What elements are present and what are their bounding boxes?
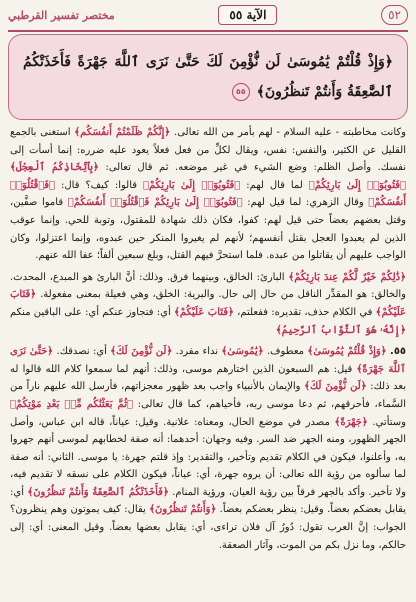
body-text: استغنى بالجمع القليل عن الكثير، والنفس: نفس، ويقال لكلِّ من فعل فعلاً يعود عليه ضرره: إنما أسأت إلى نفسك. وأصل الظلم: وضع الشيء في غير موضعه. ثم قال تعالى:	[10, 127, 407, 174]
quran-quote: ﴿لَن نُّؤْمِنَ لَكَ﴾	[304, 381, 367, 393]
body-text: مصدر في موضع الحال، ومعناه: علانية. وقيل: عياناً، قاله ابن عباس، وأصل الجهر الظهور، ومنه الجهر ضد السر. وفيه وجهان: أحدهما: أنه صفة لخطابهم لموسى أنهم جهروا به، وأعلنوا، فيكون في الكلام تقديم وتأخير، والتقدير: وإذ قلتم جهرة: يا موسى. الثاني: أنه صفة لما سألوه من رؤية الله تعالى: أن يروه جهرة، أي: عياناً، فيكون الكلام على نسقه لا تقديم فيه، ولا تأخير. وأكد بالجهر فرقاً بين رؤية العيان، ورؤية المنام.	[10, 416, 406, 498]
body-text: نداء مفرد.	[175, 346, 219, 358]
quran-quote: ﴿وَإِذْ قُلْتُمْ يَٰمُوسَىٰ﴾	[307, 346, 387, 358]
commentary-body	[10, 124, 406, 596]
quran-quote: ﴿لَن نُّؤْمِنَ لَكَ﴾	[110, 346, 173, 358]
body-text: قيل: هم السبعون الذين اختارهم موسى، وذلك: أنهم لما سمعوا كلام الله قالوا له بعد ذلك:	[10, 363, 406, 393]
body-text: أي: نصدقك.	[56, 346, 107, 358]
verse-box	[8, 34, 408, 120]
quran-quote: ﴿إِنَّهُۥ هُوَ ٱلتَّوَّابُ ٱلرَّحِيمُ﴾	[275, 324, 406, 336]
quran-quote: ﴿ثُمَّ بَعَثْنَٰكُم مِّنۢ بَعْدِ مَوْتِكُمْ﴾	[10, 398, 133, 410]
body-text: والإيمان بالأنبياء واجب بعد ظهور معجزاتهم، فأرسل الله عليهم ناراً من السَّماء، فأحرقهم، ثم دعا موسى ربه، فأحياهم، كما قال تعالى:	[10, 381, 406, 410]
verse-number-marker: ٥٥	[232, 83, 250, 101]
body-text: أي: فتجاوز عنكم أي: على الباقين منكم	[10, 306, 171, 318]
quran-quote: ﴿يَٰمُوسَىٰ﴾	[221, 346, 264, 358]
body-text: وكانت مخاطبته - عليه السلام - لهم بأمر من الله تعالى.	[174, 127, 406, 138]
paragraph-verse-55	[10, 343, 406, 554]
body-text: وقال الزهري: لما قيل لهم:	[247, 197, 364, 209]
body-text: قالوا: كيف؟ قال:	[61, 179, 138, 191]
quran-quote: ﴿فَتُوبُوٓا۟ إِلَىٰ بَارِئِكُمْ فَٱقْتُلُوٓا۟ أَنفُسَكُمْ﴾	[67, 197, 243, 209]
quran-quote: ﴿جَهْرَةً﴾	[334, 416, 368, 428]
body-text: في الكلام حذف، تقديره: ففعلتم،	[237, 306, 373, 318]
body-text: أي: يقابل بعضكم بعضاً. وقيل: ينظر بعضكم بعضاً.	[10, 486, 406, 516]
paragraph-2	[10, 269, 406, 339]
quran-quote: ﴿فَتَابَ عَلَيْكُمْ﴾	[10, 289, 406, 318]
quran-quote: ﴿فَأَخَذَتْكُمُ ٱلصَّٰعِقَةُ وَأَنتُمْ تَنظُرُونَ﴾	[27, 486, 169, 498]
quran-quote: ﴿فَٱقْتُلُوٓا۟ أَنفُسَكُمْ﴾	[10, 179, 406, 209]
body-text: معطوف.	[266, 346, 305, 358]
body-text: البارئ: الخالق، وبينهما فرق. وذلك: أنَّ البارئ هو المبدع، المحدث. والخالق: هو المقدِّر الناقل من حال إلى حال. والبرية: الخلق، وهي فعيلة بمعنى مفعولة.	[10, 271, 406, 301]
verse-text: ﴿وَإِذْ قُلْتُمْ يَٰمُوسَىٰ لَن نُّؤْمِنَ لَكَ حَتَّىٰ نَرَى ٱللَّهَ جَهْرَةً فَأَخَذَتْكُمُ ٱلصَّٰعِقَةُ وَأَنتُمْ تَنظُرُونَ﴾	[23, 54, 393, 100]
quran-quote: ﴿فَتُوبُوٓا۟ إِلَىٰ بَارِئِكُمْ﴾	[308, 179, 406, 191]
body-text: وستأتي.	[372, 416, 406, 428]
quran-quote: ﴿حَتَّىٰ نَرَى ٱللَّهَ جَهْرَةً﴾	[10, 346, 406, 375]
verse-number: ٥٥.	[390, 346, 407, 358]
body-text: لما قال لهم:	[246, 179, 303, 191]
paragraph-1	[10, 124, 406, 265]
body-text: يقال: كيف يموتون وهم ينظرون؟ الجواب: إنَّ العرب تقول: دُورُ آل فلان تراءى، أي: يقابل بعضها بعضاً. وقيل المعنى: أي: إلى حالكم، وما نزل بكم من الموت، وآثار الصعقة.	[10, 504, 406, 551]
body-text: قاموا صفَّين، وقتل بعضهم بعضاً حتى قيل لهم: كفوا، فكان ذلك شهادة للمقتول، وتوبة للحي. وإنما عوقب الذين لم يعبدوا العجل بقتل أنفسهم؛ لأنهم لم يغيروا المنكر حين عبدوه، وإنما اعتزلوا، وكان الواجب عليهم أن يقاتلوا من عبده. فلما استحرَّ فيهم القتل، وبلغ سبعين ألفاً؛ عفا الله عنهم.	[10, 197, 406, 262]
quran-quote: ﴿بِٱتِّخَاذِكُمُ ٱلْعِجْلَ﴾	[10, 162, 99, 174]
quran-quote: ﴿إِنَّكُمْ ظَلَمْتُمْ أَنفُسَكُم﴾	[74, 127, 171, 138]
book-title: مختصر تفسير القرطبي	[8, 8, 115, 22]
ayah-title: الآية ٥٥	[218, 5, 277, 25]
page-number: ٥٢	[381, 5, 408, 25]
quran-quote: ﴿وَأَنتُمْ تَنظُرُونَ﴾	[149, 504, 217, 516]
quran-quote: ﴿فَتَابَ عَلَيْكُمْ﴾	[173, 306, 234, 318]
quran-quote: ﴿ذَٰلِكُمْ خَيْرٌ لَّكُمْ عِندَ بَارِئِكُمْ﴾	[288, 271, 406, 283]
quran-quote: ﴿فَتُوبُوٓا۟ إِلَىٰ بَارِئِكُمْ﴾	[143, 179, 241, 191]
page-header	[8, 0, 408, 32]
